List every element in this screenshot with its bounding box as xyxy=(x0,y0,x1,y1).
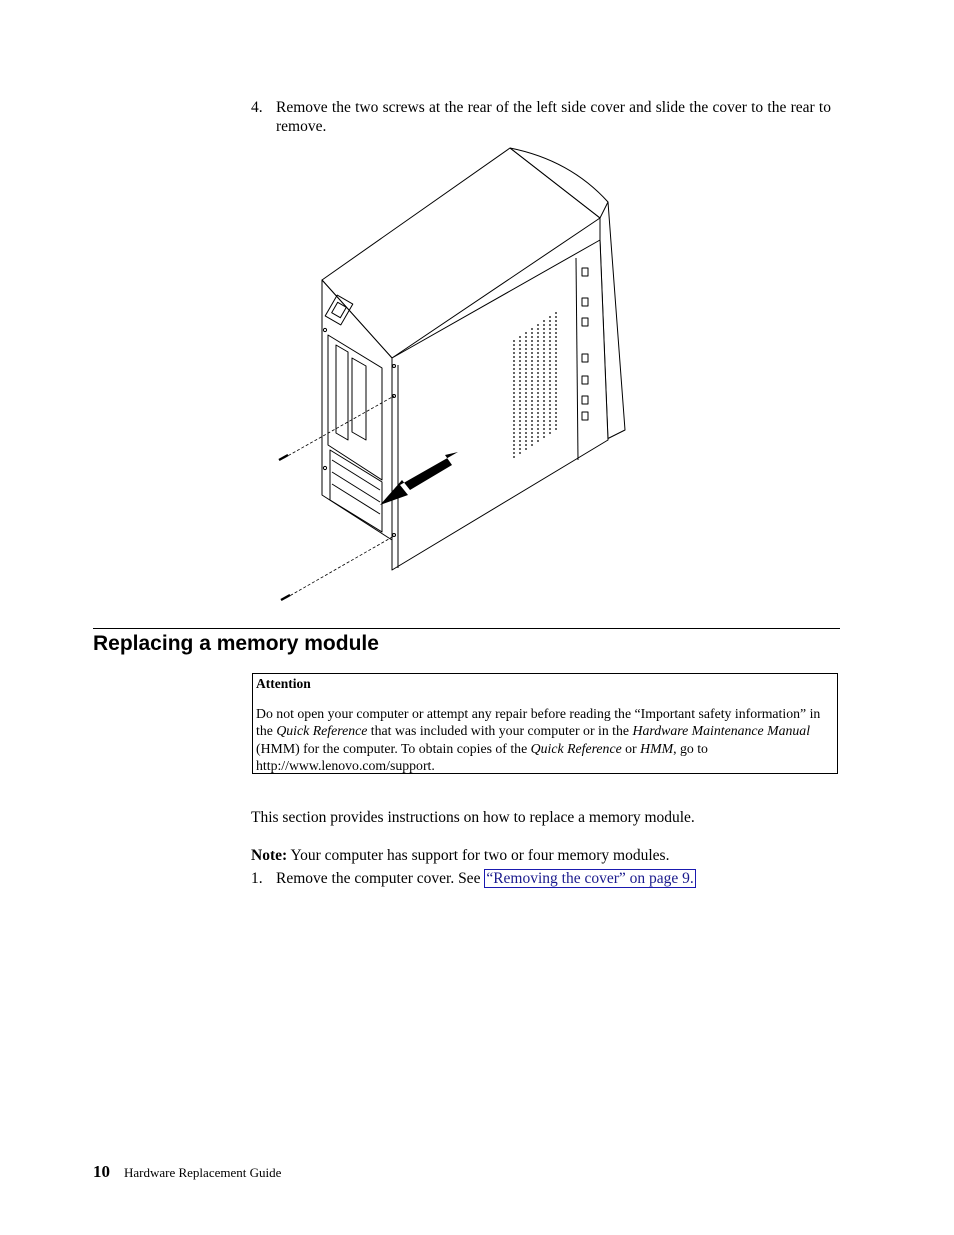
page-footer xyxy=(93,1162,281,1183)
step-1 xyxy=(251,869,696,889)
note-label: Note: xyxy=(251,847,288,864)
section-rule xyxy=(93,628,840,629)
step-4 xyxy=(251,98,831,136)
removing-cover-link[interactable]: “Removing the cover” on page 9. xyxy=(486,870,694,887)
attention-box xyxy=(252,673,838,774)
intro-paragraph: This section provides instructions on how to replace a memory module. xyxy=(251,809,695,826)
computer-cover-removal-illustration xyxy=(270,140,650,610)
step-1-number: 1. xyxy=(251,870,263,887)
step-4-text: Remove the two screws at the rear of the left side cover and slide the cover to the rear to remove. xyxy=(276,99,831,135)
note-text: Your computer has support for two or four memory modules. xyxy=(287,847,670,864)
step-1-text: Remove the computer cover. See xyxy=(276,870,485,887)
step-4-number: 4. xyxy=(251,99,263,116)
page-number: 10 xyxy=(93,1162,110,1181)
note xyxy=(251,846,669,866)
section-heading: Replacing a memory module xyxy=(93,632,379,655)
attention-title: Attention xyxy=(256,676,311,691)
footer-doc-title: Hardware Replacement Guide xyxy=(124,1165,282,1180)
attention-text: Do not open your computer or attempt any repair before reading the “Important safety information” in the Quick Reference that was included with your computer or in the Hardware Maintenance Manual (HMM) for the computer. To obtain copies of the Quick Reference or HMM, go to http://www.lenovo.com/support. xyxy=(256,705,821,773)
